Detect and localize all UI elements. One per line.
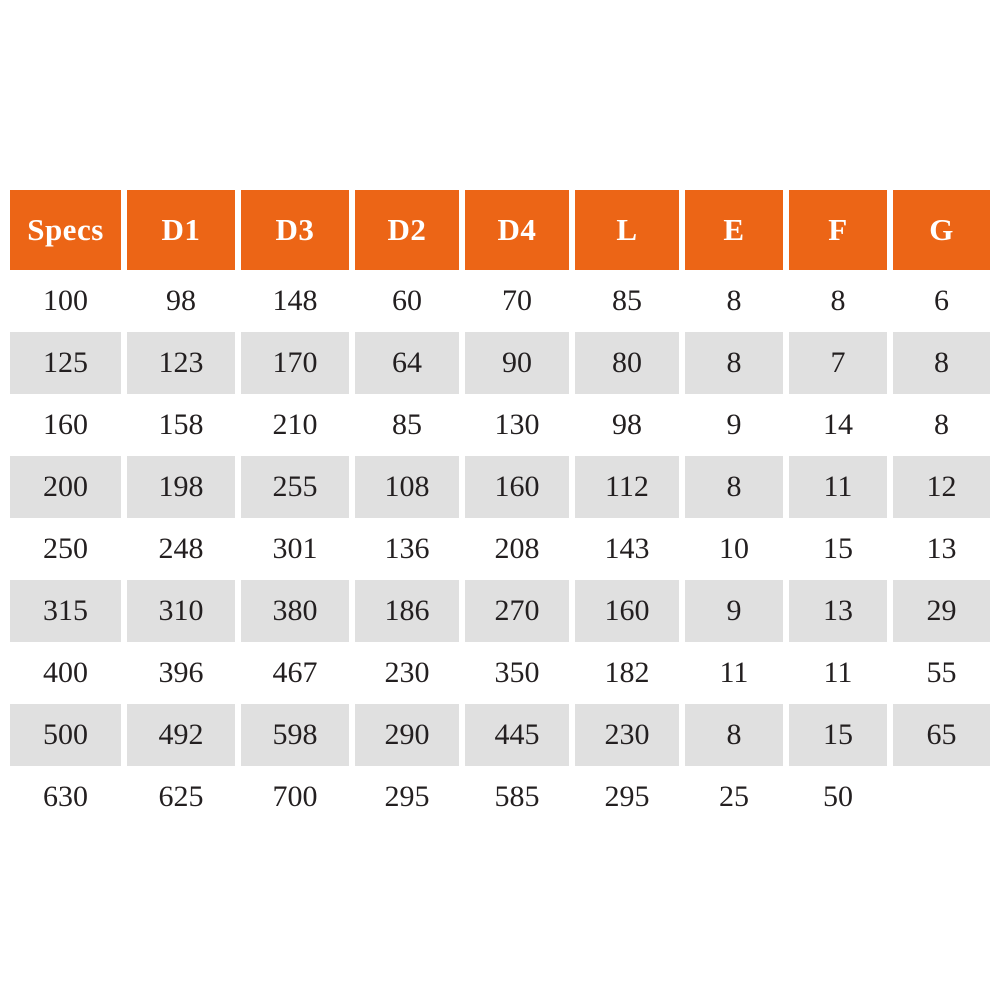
column-header-g: G (890, 190, 990, 270)
cell-f: 15 (786, 704, 890, 766)
cell-g: 6 (890, 270, 990, 332)
table-row (10, 580, 990, 642)
cell-g: 8 (890, 332, 990, 394)
cell-specs: 630 (10, 766, 124, 828)
cell-g (890, 766, 990, 828)
column-header-e: E (682, 190, 786, 270)
table-row (10, 394, 990, 456)
cell-d1: 310 (124, 580, 238, 642)
cell-specs: 100 (10, 270, 124, 332)
cell-d3: 148 (238, 270, 352, 332)
cell-d2: 85 (352, 394, 462, 456)
cell-l: 143 (572, 518, 682, 580)
cell-d3: 170 (238, 332, 352, 394)
cell-l: 160 (572, 580, 682, 642)
cell-d3: 380 (238, 580, 352, 642)
column-header-d4: D4 (462, 190, 572, 270)
cell-specs: 160 (10, 394, 124, 456)
cell-e: 11 (682, 642, 786, 704)
cell-f: 11 (786, 456, 890, 518)
column-header-l: L (572, 190, 682, 270)
cell-g: 29 (890, 580, 990, 642)
cell-l: 295 (572, 766, 682, 828)
cell-d1: 198 (124, 456, 238, 518)
cell-d4: 90 (462, 332, 572, 394)
cell-d3: 255 (238, 456, 352, 518)
cell-f: 50 (786, 766, 890, 828)
cell-f: 15 (786, 518, 890, 580)
cell-e: 8 (682, 456, 786, 518)
cell-d2: 290 (352, 704, 462, 766)
cell-d1: 123 (124, 332, 238, 394)
cell-d4: 160 (462, 456, 572, 518)
cell-d2: 136 (352, 518, 462, 580)
table-row (10, 642, 990, 704)
table-row (10, 332, 990, 394)
cell-d3: 467 (238, 642, 352, 704)
cell-e: 8 (682, 270, 786, 332)
cell-d2: 108 (352, 456, 462, 518)
cell-g: 13 (890, 518, 990, 580)
cell-d4: 445 (462, 704, 572, 766)
table-row (10, 766, 990, 828)
cell-e: 8 (682, 332, 786, 394)
cell-specs: 125 (10, 332, 124, 394)
column-header-d1: D1 (124, 190, 238, 270)
cell-d2: 186 (352, 580, 462, 642)
cell-l: 230 (572, 704, 682, 766)
cell-d1: 492 (124, 704, 238, 766)
cell-d3: 301 (238, 518, 352, 580)
specifications-table (10, 190, 990, 828)
cell-d4: 130 (462, 394, 572, 456)
cell-d3: 700 (238, 766, 352, 828)
cell-d4: 350 (462, 642, 572, 704)
cell-specs: 500 (10, 704, 124, 766)
cell-l: 85 (572, 270, 682, 332)
cell-d3: 598 (238, 704, 352, 766)
table-row (10, 704, 990, 766)
cell-d2: 230 (352, 642, 462, 704)
cell-specs: 250 (10, 518, 124, 580)
cell-d2: 60 (352, 270, 462, 332)
cell-e: 9 (682, 394, 786, 456)
cell-g: 55 (890, 642, 990, 704)
cell-specs: 315 (10, 580, 124, 642)
table-header-row (10, 190, 990, 270)
column-header-d2: D2 (352, 190, 462, 270)
cell-f: 13 (786, 580, 890, 642)
cell-l: 80 (572, 332, 682, 394)
cell-d3: 210 (238, 394, 352, 456)
cell-d4: 270 (462, 580, 572, 642)
cell-d4: 585 (462, 766, 572, 828)
cell-l: 112 (572, 456, 682, 518)
cell-d2: 295 (352, 766, 462, 828)
cell-d4: 70 (462, 270, 572, 332)
column-header-d3: D3 (238, 190, 352, 270)
cell-specs: 400 (10, 642, 124, 704)
cell-e: 25 (682, 766, 786, 828)
cell-e: 10 (682, 518, 786, 580)
cell-e: 8 (682, 704, 786, 766)
cell-g: 65 (890, 704, 990, 766)
table-row (10, 518, 990, 580)
table-header (10, 190, 990, 270)
cell-l: 182 (572, 642, 682, 704)
cell-f: 14 (786, 394, 890, 456)
table-row (10, 456, 990, 518)
cell-d1: 396 (124, 642, 238, 704)
cell-f: 8 (786, 270, 890, 332)
table-body (10, 270, 990, 828)
cell-d4: 208 (462, 518, 572, 580)
cell-g: 8 (890, 394, 990, 456)
column-header-f: F (786, 190, 890, 270)
cell-d1: 248 (124, 518, 238, 580)
cell-f: 11 (786, 642, 890, 704)
cell-d1: 625 (124, 766, 238, 828)
cell-f: 7 (786, 332, 890, 394)
cell-d1: 98 (124, 270, 238, 332)
cell-g: 12 (890, 456, 990, 518)
cell-d1: 158 (124, 394, 238, 456)
table-row (10, 270, 990, 332)
cell-e: 9 (682, 580, 786, 642)
cell-d2: 64 (352, 332, 462, 394)
column-header-specs: Specs (10, 190, 124, 270)
cell-specs: 200 (10, 456, 124, 518)
cell-l: 98 (572, 394, 682, 456)
